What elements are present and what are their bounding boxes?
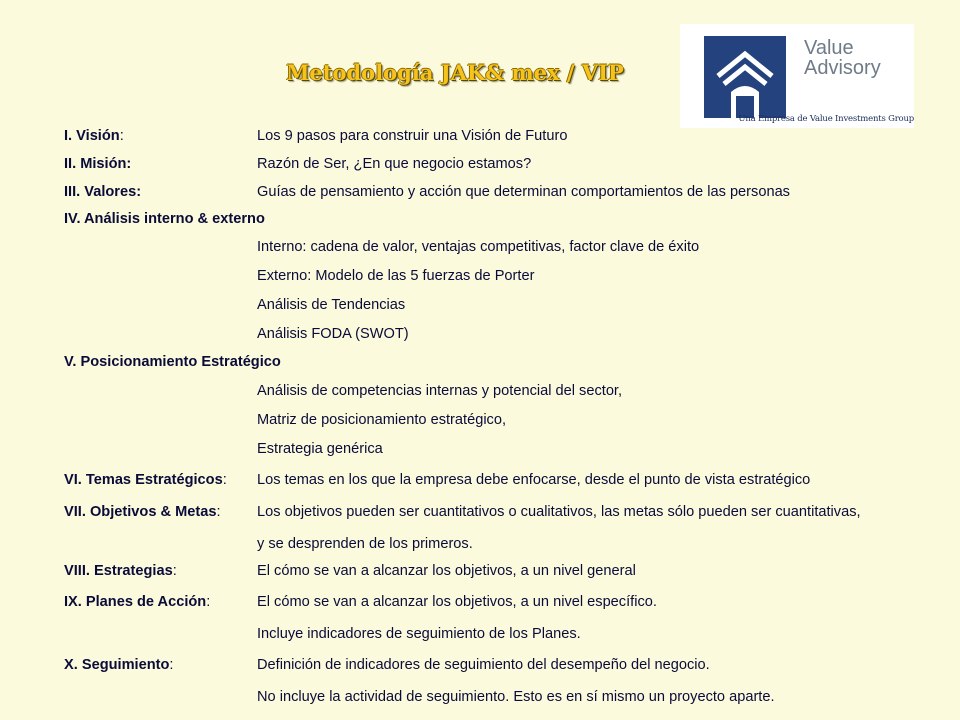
item-text: Análisis FODA (SWOT) [257,326,409,342]
logo-wordmark [804,38,881,78]
item-label: VII. Objetivos & Metas: [64,504,221,520]
item-text: No incluye la actividad de seguimiento. Esto es en sí mismo un proyecto aparte. [257,689,775,705]
logo-line-2: Advisory [804,57,881,79]
building-arch-icon [704,36,786,118]
item-text: Los 9 pasos para construir una Visión de Futuro [257,128,568,144]
page-title: Metodología JAK& mex / VIP [286,60,624,85]
item-label: VIII. Estrategias: [64,563,177,579]
item-label: X. Seguimiento: [64,657,174,673]
item-text: Externo: Modelo de las 5 fuerzas de Porter [257,268,535,284]
item-label: I. Visión: [64,128,124,144]
item-text: Razón de Ser, ¿En que negocio estamos? [257,156,532,172]
item-text: Matriz de posicionamiento estratégico, [257,412,507,428]
item-text: y se desprenden de los primeros. [257,536,473,552]
item-text: Los objetivos pueden ser cuantitativos o cualitativos, las metas sólo pueden ser cuantitativas, [257,504,861,520]
item-text: Interno: cadena de valor, ventajas competitivas, factor clave de éxito [257,239,700,255]
item-text: Definición de indicadores de seguimiento del desempeño del negocio. [257,657,710,673]
item-text: Guías de pensamiento y acción que determinan comportamientos de las personas [257,184,790,200]
item-label: V. Posicionamiento Estratégico [64,354,281,370]
item-text: Los temas en los que la empresa debe enfocarse, desde el punto de vista estratégico [257,472,811,488]
item-text: Análisis de competencias internas y potencial del sector, [257,383,623,399]
item-text: El cómo se van a alcanzar los objetivos, a un nivel general [257,563,636,579]
item-text: El cómo se van a alcanzar los objetivos, a un nivel específico. [257,594,657,610]
value-advisory-logo [680,24,914,128]
item-text: Análisis de Tendencias [257,297,406,313]
item-label: VI. Temas Estratégicos: [64,472,227,488]
logo-tagline: Una Empresa de Value Investments Group [738,114,914,124]
logo-line-1: Value [804,37,854,59]
item-text: Estrategia genérica [257,441,383,457]
item-label: II. Misión: [64,156,132,172]
item-text: Incluye indicadores de seguimiento de los Planes. [257,626,581,642]
item-label: III. Valores: [64,184,142,200]
item-label: IV. Análisis interno & externo [64,211,265,227]
item-label: IX. Planes de Acción: [64,594,211,610]
